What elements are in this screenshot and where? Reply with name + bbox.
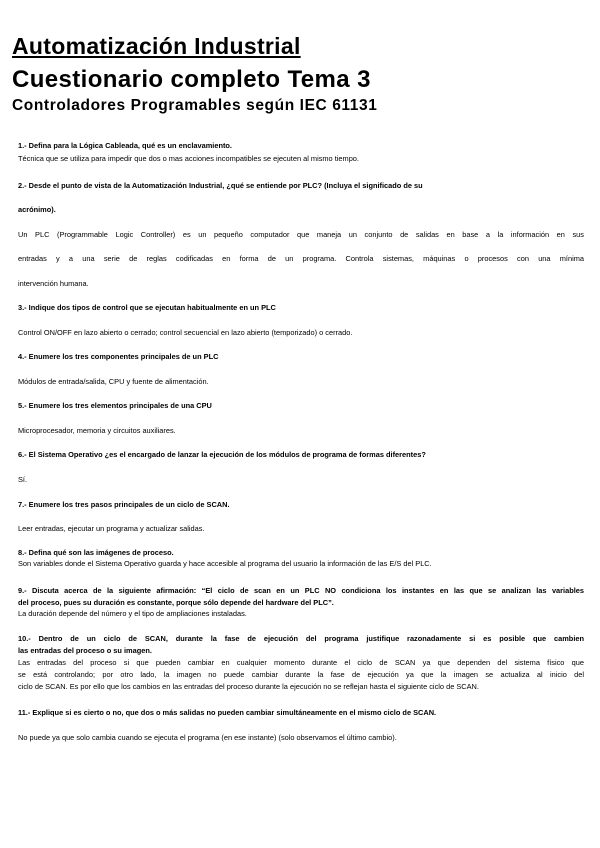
question-line: 1.- Defina para la Lógica Cableada, qué es un enclavamiento.	[18, 141, 232, 150]
question-line: 5.- Enumere los tres elementos principales de una CPU	[18, 401, 212, 410]
question-line: 11.- Explique si es cierto o no, que dos o más salidas no pueden cambiar simultáneamente en el mismo ciclo de SCAN.	[18, 708, 437, 717]
question-line: 4.- Enumere los tres componentes principales de un PLC	[18, 352, 219, 361]
answer-line: Técnica que se utiliza para impedir que dos o mas acciones incompatibles se ejecuten al mismo tiempo.	[18, 154, 359, 163]
answer-line: se está controlando; por otro lado, la imagen no puede cambiar durante la fase de ejecución ya que la imagen se actualiza al inicio del	[18, 670, 584, 679]
question-line: acrónimo).	[18, 205, 56, 214]
answer-line: Un PLC (Programmable Logic Controller) es un pequeño computador que maneja un conjunto de salidas en base a la información en sus	[18, 230, 584, 239]
answer-line: Son variables donde el Sistema Operativo guarda y hace accesible al programa del usuario la información de las E/S del PLC.	[18, 559, 432, 568]
answer-line: Control ON/OFF en lazo abierto o cerrado; control secuencial en lazo abierto (temporizado) o cerrado.	[18, 328, 353, 337]
answer-line: Las entradas del proceso si que pueden cambiar en cualquier momento durante el ciclo de SCAN ya que dependen del sistema físico que	[18, 658, 584, 667]
question-line: 7.- Enumere los tres pasos principales de un ciclo de SCAN.	[18, 500, 230, 509]
document-title: Automatización Industrial	[12, 33, 301, 59]
answer-line: Microprocesador, memoria y circuitos auxiliares.	[18, 426, 176, 435]
answer-line: ciclo de SCAN. Es por ello que los cambios en las entradas del proceso durante la ejecución no se reflejan hasta el siguiente ciclo de SCAN.	[18, 682, 479, 691]
question-line: 10.- Dentro de un ciclo de SCAN, durante la fase de ejecución del programa justifique razonadamente si es posible que cambien	[18, 634, 584, 643]
answer-line: No puede ya que solo cambia cuando se ejecuta el programa (en ese instante) (solo observamos el último cambio).	[18, 733, 397, 742]
answer-line: Módulos de entrada/salida, CPU y fuente de alimentación.	[18, 377, 209, 386]
question-line: 6.- El Sistema Operativo ¿es el encargado de lanzar la ejecución de los módulos de programa de formas diferentes?	[18, 450, 426, 459]
answer-line: La duración depende del número y el tipo de ampliaciones instaladas.	[18, 609, 247, 618]
question-line: del proceso, pues su duración es constante, porque sólo depende del hardware del PLC”.	[18, 598, 334, 607]
answer-line: entradas y a una serie de reglas codificadas en forma de un programa. Controla sistemas, máquinas o procesos con una mínima	[18, 254, 584, 263]
question-line: 2.- Desde el punto de vista de la Automatización Industrial, ¿qué se entiende por PLC? (Incluya el significado de su	[18, 181, 423, 190]
answer-line: Sí.	[18, 475, 28, 484]
question-line: 8.- Defina qué son las imágenes de proceso.	[18, 548, 174, 557]
question-line: 3.- Indique dos tipos de control que se ejecutan habitualmente en un PLC	[18, 303, 276, 312]
question-line: las entradas del proceso o su imagen.	[18, 646, 152, 655]
answer-line: Leer entradas, ejecutar un programa y actualizar salidas.	[18, 524, 205, 533]
answer-line: intervención humana.	[18, 279, 89, 288]
document-subheading: Controladores Programables según IEC 61131	[12, 97, 378, 114]
question-line: 9.- Discuta acerca de la siguiente afirmación: “El ciclo de scan en un PLC NO condiciona los instantes en las que se analizan las variables	[18, 586, 584, 595]
document-subtitle: Cuestionario completo Tema 3	[12, 66, 371, 93]
